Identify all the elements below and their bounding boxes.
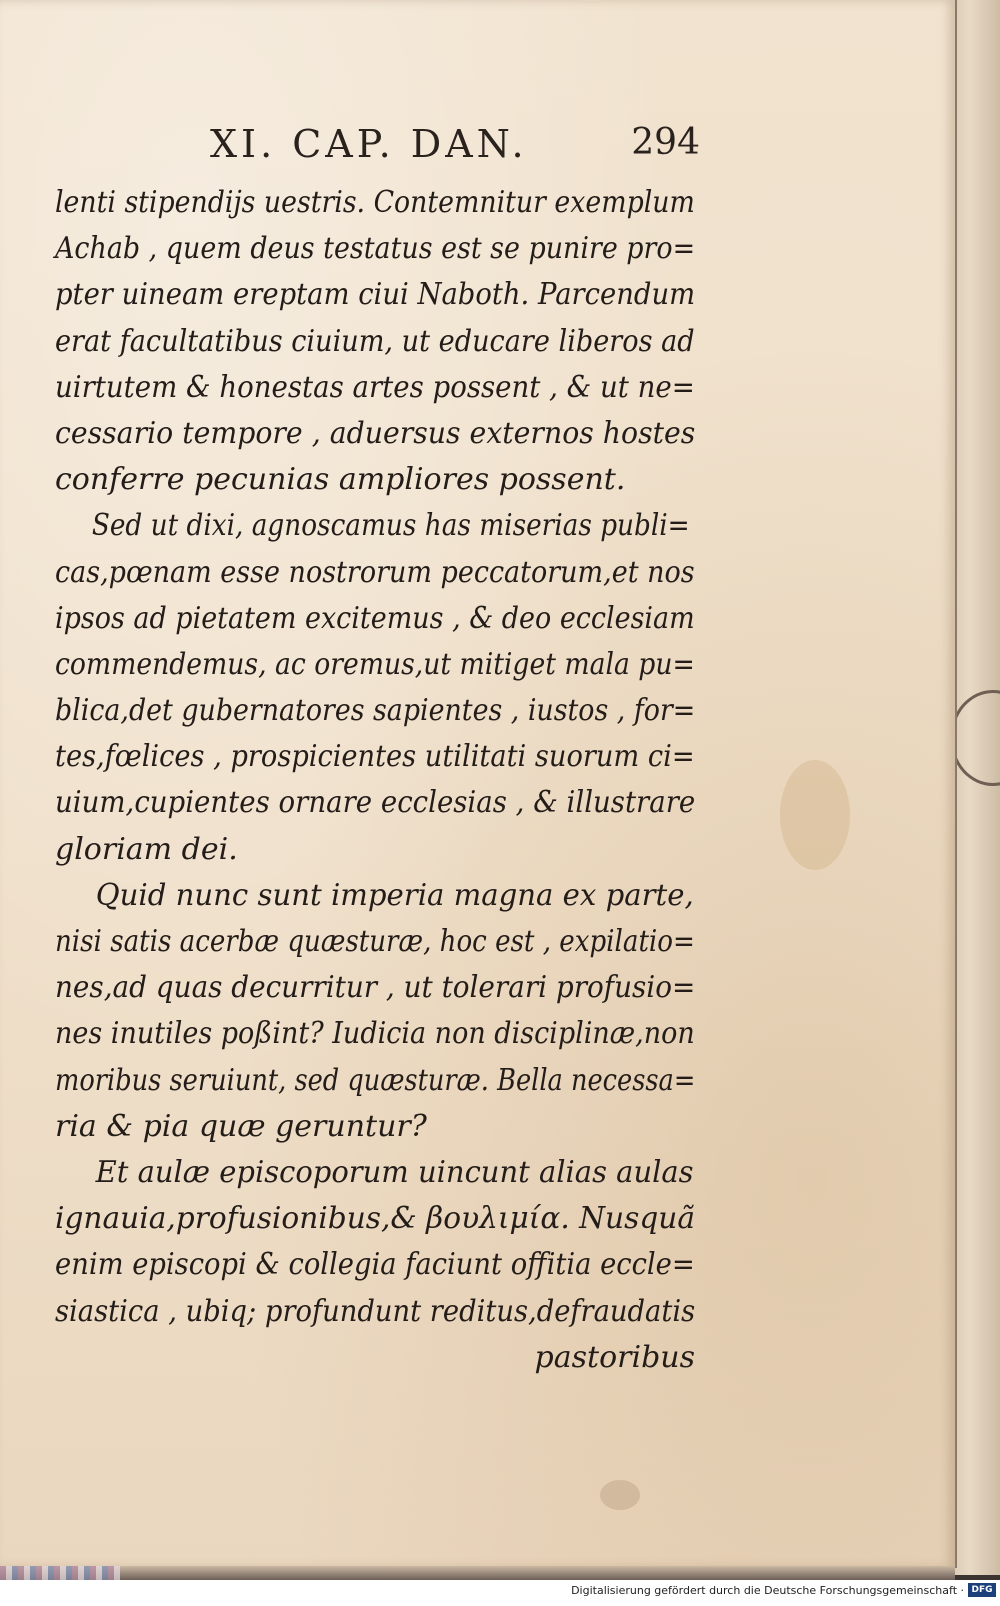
text-line: uirtutem & honestas artes possent , & ut ne= — [55, 369, 695, 405]
text-line: erat facultatibus ciuium, ut educare liberos ad — [55, 323, 695, 359]
text-line: siastica , ubiq; profundunt reditus,defraudatis — [55, 1293, 696, 1329]
text-line: cessario tempore , aduersus externos hostes — [55, 415, 696, 451]
paper-stain — [600, 1480, 640, 1510]
text-line: ignauia,profusionibus,& βουλιμία. Nusquã — [55, 1201, 696, 1237]
text-line: gloriam dei. — [55, 831, 238, 867]
page-header — [210, 122, 700, 172]
text-line: enim episcopi & collegia faciunt offitia eccle= — [55, 1247, 695, 1283]
footer-bar — [0, 1580, 1000, 1606]
text-line: conferre pecunias ampliores possent. — [55, 462, 626, 498]
text-line: nisi satis acerbæ quæsturæ, hoc est , expilatio= — [55, 924, 695, 959]
running-head: XI. CAP. DAN. — [210, 122, 528, 166]
page-bottom-edge — [0, 1566, 955, 1580]
funding-credit: Digitalisierung gefördert durch die Deutsche Forschungsgemeinschaft · — [571, 1584, 964, 1597]
text-line: lenti stipendijs uestris. Contemnitur exemplum — [55, 185, 695, 220]
paper-stain — [780, 760, 850, 870]
text-line: tes,fœlices , prospicientes utilitati suorum ci= — [55, 739, 695, 775]
catchword: pastoribus — [534, 1339, 695, 1375]
text-line: nes inutiles poßint? Iudicia non disciplinæ,non — [55, 1016, 695, 1052]
text-line: moribus seruiunt, sed quæsturæ. Bella necessa= — [55, 1062, 696, 1098]
text-line: ria & pia quæ geruntur? — [55, 1108, 427, 1144]
text-line: blica,det gubernatores sapientes , iustos , for= — [55, 693, 696, 729]
text-line: cas,pœnam esse nostrorum peccatorum,et nos — [55, 554, 695, 590]
text-line: Achab , quem deus testatus est se punire pro= — [55, 231, 696, 267]
dfg-logo: DFG — [968, 1583, 996, 1597]
text-line: uium,cupientes ornare ecclesias , & illustrare — [55, 785, 696, 821]
text-line: Quid nunc sunt imperia magna ex parte, — [95, 877, 694, 913]
text-line: pter uineam ereptam ciui Naboth. Parcendum — [55, 277, 696, 313]
text-line: ipsos ad pietatem excitemus , & deo ecclesiam — [55, 600, 695, 636]
text-line: Sed ut dixi, agnoscamus has miserias publi= — [91, 508, 690, 544]
page-number: 294 — [631, 122, 700, 163]
text-line: Et aulæ episcoporum uincunt alias aulas — [95, 1154, 694, 1190]
text-line: commendemus, ac oremus,ut mitiget mala pu= — [55, 646, 695, 682]
text-block — [55, 180, 695, 1381]
text-line: nes,ad quas decurritur , ut tolerari profusio= — [55, 970, 696, 1006]
